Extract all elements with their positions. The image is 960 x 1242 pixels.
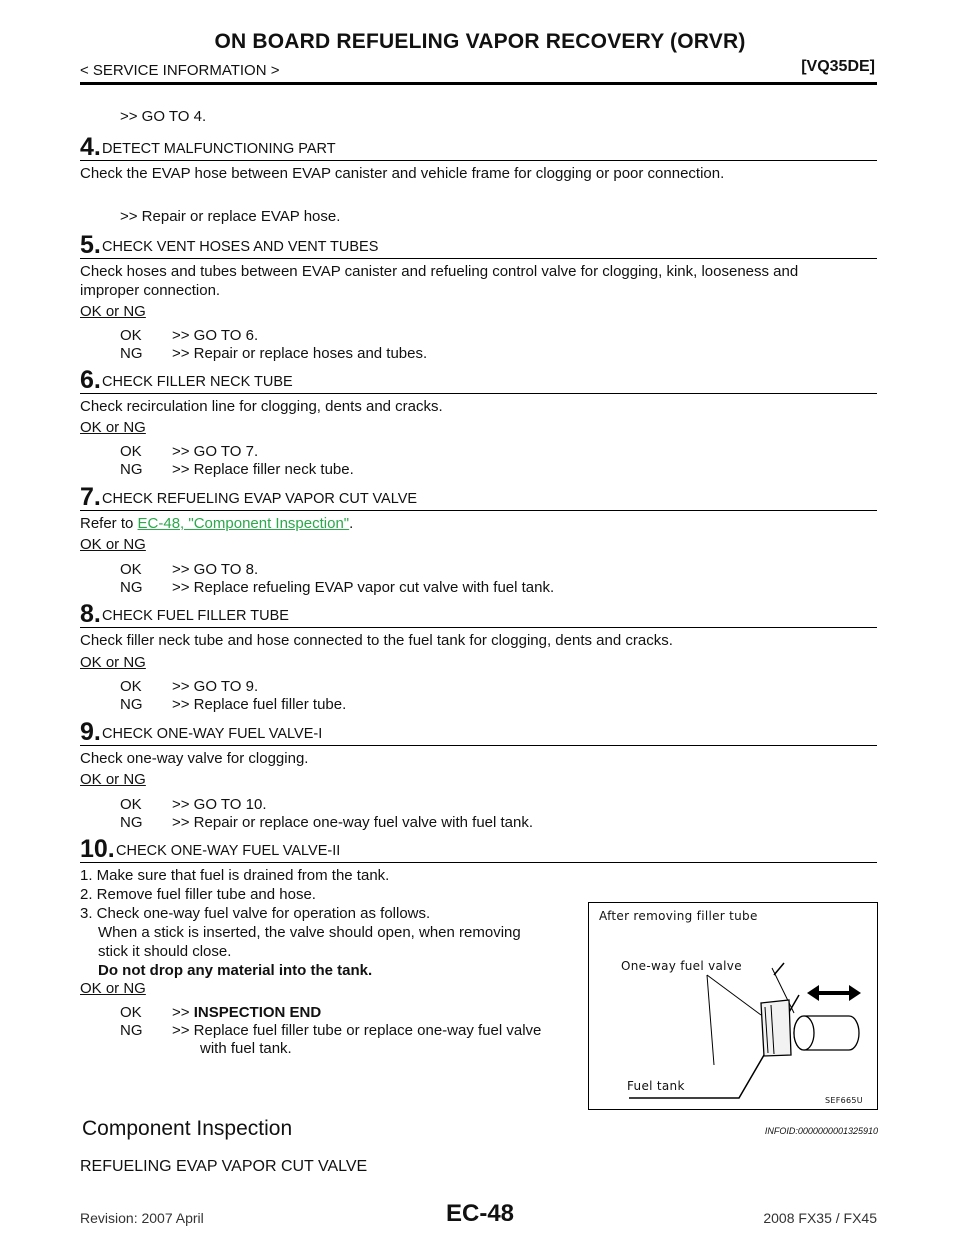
ng-result bbox=[120, 578, 554, 597]
step-number: 6. bbox=[80, 366, 101, 394]
step-5-heading bbox=[80, 228, 877, 259]
step-text-suffix: . bbox=[349, 515, 354, 532]
page-number: EC-48 bbox=[445, 1200, 515, 1227]
ok-result bbox=[120, 795, 267, 814]
step-title: CHECK FUEL FILLER TUBE bbox=[102, 608, 289, 624]
ng-action: >> Replace filler neck tube. bbox=[172, 461, 354, 478]
section-title: Component Inspection bbox=[82, 1117, 293, 1140]
ok-label: OK bbox=[120, 443, 142, 460]
ok-label: OK bbox=[120, 678, 142, 695]
step-title: CHECK FILLER NECK TUBE bbox=[102, 374, 293, 390]
ok-or-ng-label: OK or NG bbox=[80, 654, 146, 671]
step-text: Check one-way valve for clogging. bbox=[80, 750, 309, 767]
ng-label: NG bbox=[120, 461, 143, 478]
ok-or-ng-label: OK or NG bbox=[80, 980, 146, 997]
step-title: CHECK ONE-WAY FUEL VALVE-I bbox=[102, 726, 323, 742]
fuel-tank-label: Fuel tank bbox=[627, 1079, 685, 1093]
breadcrumb: < SERVICE INFORMATION > bbox=[80, 62, 280, 79]
ok-action: >> GO TO 10. bbox=[172, 796, 267, 813]
engine-model-tag: [VQ35DE] bbox=[801, 58, 875, 75]
ok-arrow: >> bbox=[172, 1004, 194, 1021]
ok-or-ng-label: OK or NG bbox=[80, 419, 146, 436]
list-item: 2. Remove fuel filler tube and hose. bbox=[80, 886, 316, 903]
ok-label: OK bbox=[120, 561, 142, 578]
warning-text: Do not drop any material into the tank. bbox=[98, 962, 373, 979]
step-title: DETECT MALFUNCTIONING PART bbox=[102, 141, 336, 157]
step-7-heading bbox=[80, 480, 877, 511]
step-text: Check the EVAP hose between EVAP canister and vehicle frame for clogging or poor connection. bbox=[80, 165, 725, 182]
ng-label: NG bbox=[120, 579, 143, 596]
ok-or-ng-label: OK or NG bbox=[80, 536, 146, 553]
ok-result bbox=[120, 442, 258, 461]
step-title: CHECK ONE-WAY FUEL VALVE-II bbox=[116, 843, 341, 859]
ng-action: >> Replace refueling EVAP vapor cut valve with fuel tank. bbox=[172, 579, 555, 596]
ok-or-ng-label: OK or NG bbox=[80, 771, 146, 788]
step-number: 5. bbox=[80, 231, 101, 259]
ok-result bbox=[120, 560, 258, 579]
header-rule bbox=[80, 82, 877, 85]
ng-result bbox=[120, 460, 354, 479]
ng-result bbox=[120, 813, 533, 832]
ok-action: >> GO TO 7. bbox=[172, 443, 259, 460]
step-10-heading bbox=[80, 832, 877, 863]
step-text-line: Check hoses and tubes between EVAP canister and refueling control valve for clogging, kink, looseness and bbox=[80, 263, 799, 280]
revision-date: Revision: 2007 April bbox=[80, 1210, 204, 1226]
ng-label: NG bbox=[120, 814, 143, 831]
step-number: 4. bbox=[80, 133, 101, 161]
list-item: 3. Check one-way fuel valve for operation as follows. bbox=[80, 905, 431, 922]
valve-label: One-way fuel valve bbox=[621, 959, 742, 973]
info-id: INFOID:0000000001325910 bbox=[764, 1126, 878, 1136]
ng-label: NG bbox=[120, 696, 143, 713]
list-item: 1. Make sure that fuel is drained from the tank. bbox=[80, 867, 390, 884]
step-8-heading bbox=[80, 597, 877, 628]
ok-result bbox=[120, 677, 258, 696]
step-9-heading bbox=[80, 715, 877, 746]
step-result: >> Repair or replace EVAP hose. bbox=[120, 208, 341, 225]
figure-one-way-fuel-valve bbox=[588, 902, 878, 1110]
list-sub-line: stick it should close. bbox=[98, 943, 232, 960]
ng-label: NG bbox=[120, 345, 143, 362]
vehicle-model: 2008 FX35 / FX45 bbox=[763, 1210, 877, 1226]
ng-action: >> Repair or replace hoses and tubes. bbox=[172, 345, 428, 362]
ng-result bbox=[120, 344, 427, 363]
ok-or-ng-label: OK or NG bbox=[80, 303, 146, 320]
ok-result bbox=[120, 1003, 321, 1022]
step-4-heading bbox=[80, 130, 877, 161]
ng-action: >> Replace fuel filler tube. bbox=[172, 696, 347, 713]
step-text bbox=[80, 514, 877, 533]
step-text-line: improper connection. bbox=[80, 282, 221, 299]
step-text bbox=[80, 262, 877, 300]
ok-result bbox=[120, 326, 258, 345]
step-10-instructions bbox=[80, 866, 580, 980]
ok-action: >> GO TO 8. bbox=[172, 561, 259, 578]
ng-action: >> Replace fuel filler tube or replace one-way fuel valve bbox=[172, 1022, 542, 1039]
page-title: ON BOARD REFUELING VAPOR RECOVERY (ORVR) bbox=[214, 30, 746, 53]
step-number: 7. bbox=[80, 483, 101, 511]
step3-result: >> GO TO 4. bbox=[120, 108, 207, 125]
step-text: Check recirculation line for clogging, dents and cracks. bbox=[80, 398, 443, 415]
step-text-prefix: Refer to bbox=[80, 515, 138, 532]
ok-label: OK bbox=[120, 327, 142, 344]
figure-caption: After removing filler tube bbox=[599, 909, 758, 923]
step-number: 8. bbox=[80, 600, 101, 628]
step-number: 10. bbox=[80, 835, 115, 863]
figure-code: SEF665U bbox=[825, 1096, 863, 1105]
ng-result bbox=[120, 695, 346, 714]
valve-diagram bbox=[589, 903, 877, 1109]
ng-result-continuation: with fuel tank. bbox=[200, 1040, 292, 1057]
ok-action: >> GO TO 6. bbox=[172, 327, 259, 344]
ok-label: OK bbox=[120, 796, 142, 813]
list-sub-line: When a stick is inserted, the valve should open, when removing bbox=[98, 924, 521, 941]
ng-label: NG bbox=[120, 1022, 143, 1039]
ng-action: >> Repair or replace one-way fuel valve with fuel tank. bbox=[172, 814, 534, 831]
step-title: CHECK REFUELING EVAP VAPOR CUT VALVE bbox=[102, 491, 418, 507]
ok-label: OK bbox=[120, 1004, 142, 1021]
section-subheading: REFUELING EVAP VAPOR CUT VALVE bbox=[80, 1158, 368, 1175]
ok-action: INSPECTION END bbox=[193, 1004, 322, 1021]
step-6-heading bbox=[80, 363, 877, 394]
step-text: Check filler neck tube and hose connected to the fuel tank for clogging, dents and cracks. bbox=[80, 632, 673, 649]
step-number: 9. bbox=[80, 718, 101, 746]
ok-action: >> GO TO 9. bbox=[172, 678, 259, 695]
component-inspection-link[interactable]: EC-48, "Component Inspection" bbox=[137, 515, 350, 532]
ng-result bbox=[120, 1021, 541, 1040]
step-title: CHECK VENT HOSES AND VENT TUBES bbox=[102, 239, 379, 255]
